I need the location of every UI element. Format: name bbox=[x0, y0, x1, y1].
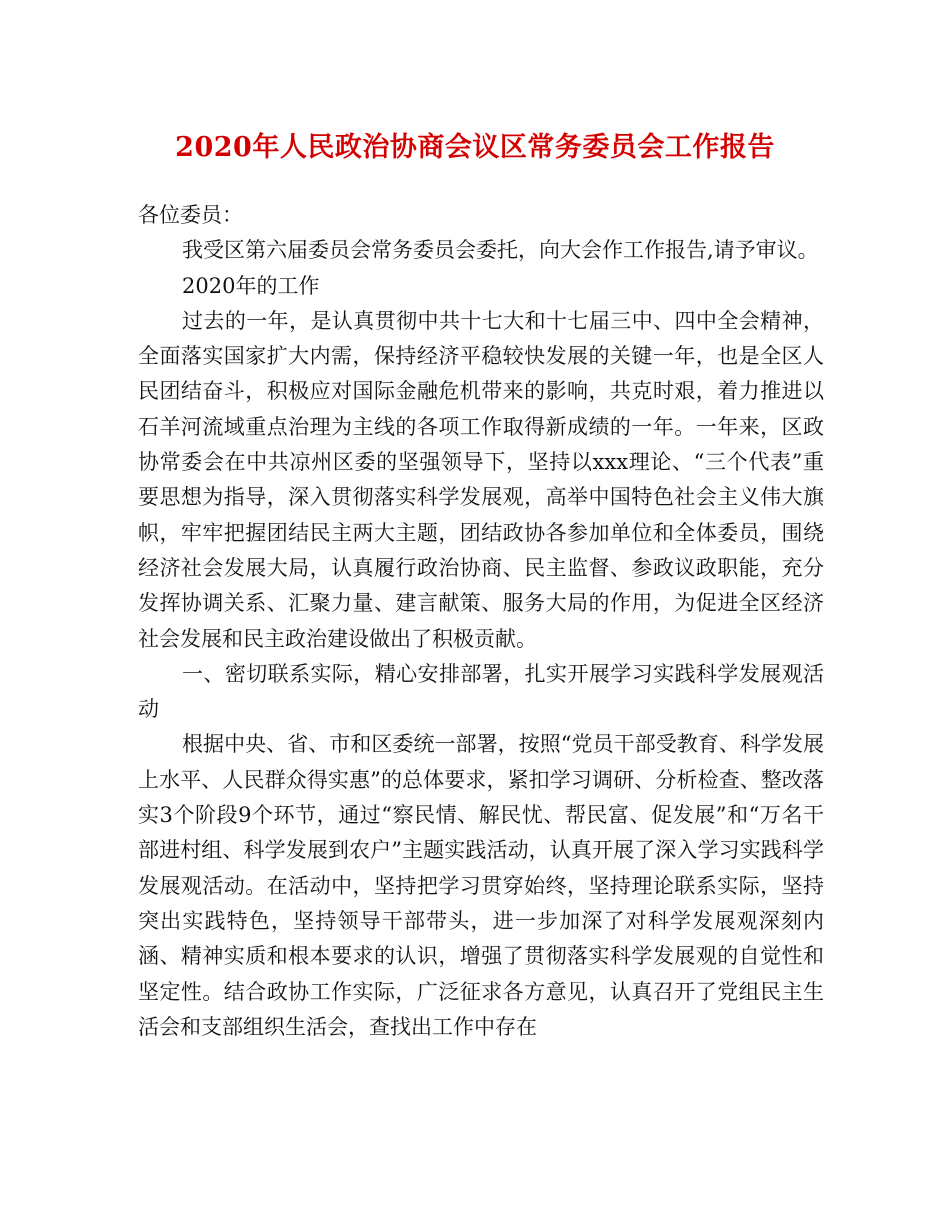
summary-paragraph: 过去的一年，是认真贯彻中共十七大和十七届三中、四中全会精神，全面落实国家扩大内需，保持经济平稳较快发展的关键一年，也是全区人民团结奋斗，积极应对国际金融危机带来的影响，共克时艰，着力推进以石羊河流域重点治理为主线的各项工作取得新成绩的一年。一年来，区政协常委会在中共凉州区委的坚强领导下，坚持以xxx理论、“三个代表”重要思想为指导，深入贯彻落实科学发展观，高举中国特色社会主义伟大旗帜，牢牢把握团结民主两大主题，团结政协各参加单位和全体委员，围绕经济社会发展大局，认真履行政治协商、民主监督、参政议政职能，充分发挥协调关系、汇聚力量、建言献策、服务大局的作用，为促进全区经济社会发展和民主政治建设做出了积极贡献。 bbox=[138, 308, 824, 651]
document-title: 2020年人民政治协商会议区常务委员会工作报告 bbox=[175, 132, 775, 163]
opening-paragraph: 我受区第六届委员会常务委员会委托，向大会作工作报告,请予审议。 bbox=[182, 238, 819, 263]
section-1-paragraph: 根据中央、省、市和区委统一部署，按照“党员干部受教育、科学发展上水平、人民群众得实惠”的总体要求，紧扣学习调研、分析检查、整改落实3个阶段9个环节，通过“察民情、解民忧、帮民富、促发展”和“万名干部进村组、科学发展到农户”主题实践活动，认真开展了深入学习实践科学发展观活动。在活动中，坚持把学习贯穿始终，坚持理论联系实际，坚持突出实践特色，坚持领导干部带头，进一步加深了对科学发展观深刻内涵、精神实质和根本要求的认识，增强了贯彻落实科学发展观的自觉性和坚定性。结合政协工作实际，广泛征求各方意见，认真召开了党组民主生活会和支部组织生活会，查找出工作中存在 bbox=[138, 732, 824, 1039]
salutation: 各位委员： bbox=[138, 203, 243, 227]
document-body bbox=[138, 198, 824, 1045]
section-heading-1: 一、密切联系实际，精心安排部署，扎实开展学习实践科学发展观活动 bbox=[138, 661, 824, 722]
section-heading-year-work: 2020年的工作 bbox=[182, 273, 320, 298]
